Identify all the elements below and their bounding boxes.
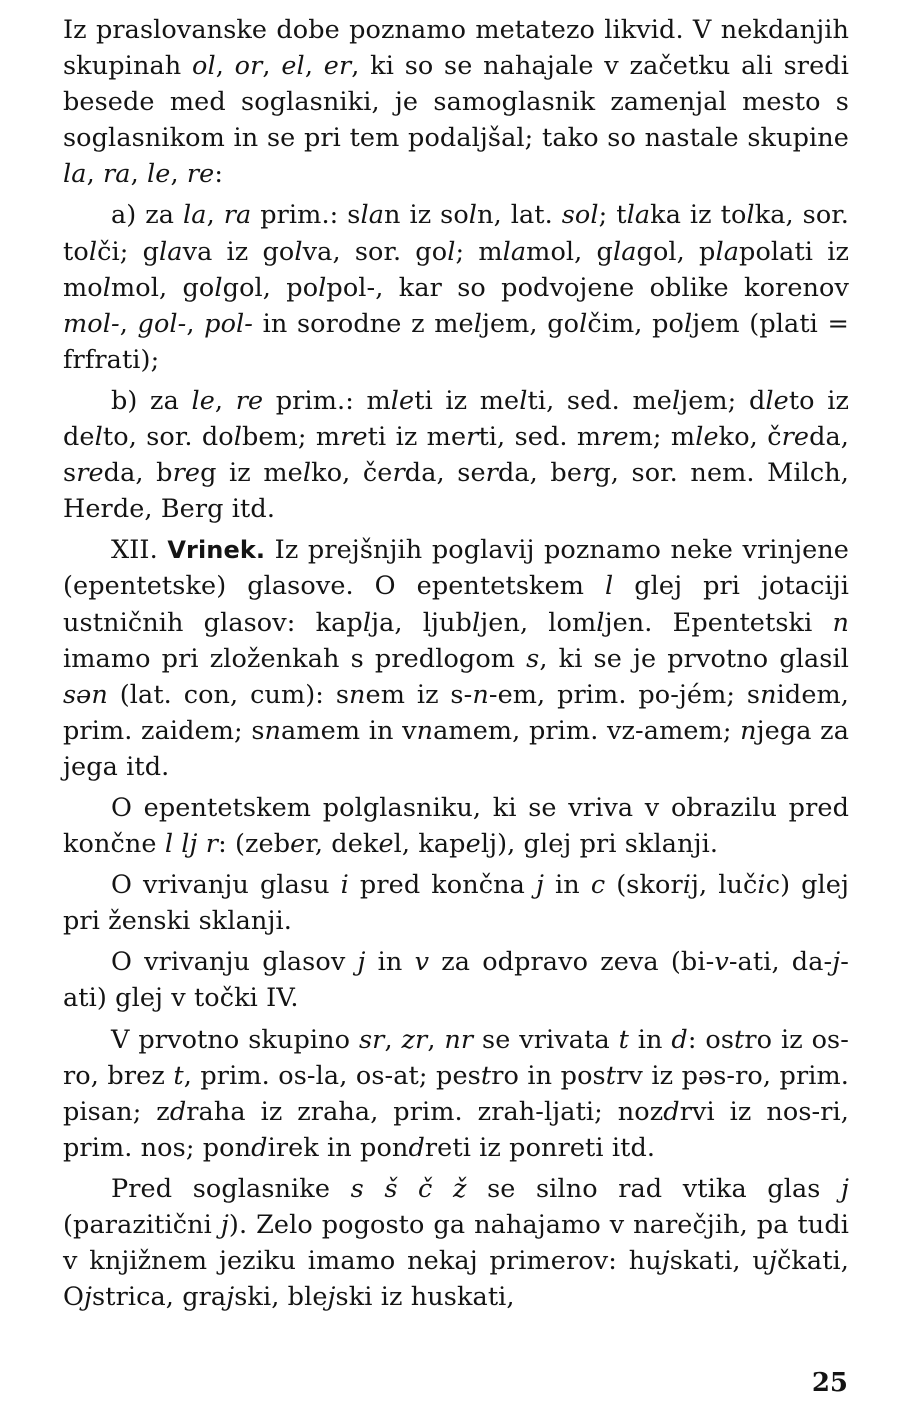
paragraph-8: V prvotno skupino sr, zr, nr se vrivata t in d: ostro iz os-ro, brez t, prim. os-la, os-at; pestro in postrv iz pəs-ro, prim. pisan; zdraha iz zraha, prim. zrah-ljati; nozdrvi iz nos-ri, prim. nos; pondirek in pondreti iz ponreti itd. bbox=[63, 1024, 849, 1163]
paragraph-2: a) za la, ra prim.: slan iz soln, lat. sol; tlaka iz tolka, sor. tolči; glava iz golva, sor. gol; mlamol, glagol, plapolati iz molmol, golgol, polpol-, kar so podvojene oblike korenov mol-, gol-, pol- in sorodne z meljem, golčim, poljem (plati = frfrati); bbox=[63, 200, 850, 375]
paragraph-7: O vrivanju glasov j in v za odpravo zeva (bi-v-ati, da-j-ati) glej v točki IV. bbox=[63, 947, 849, 1014]
paragraph-1: Iz praslovanske dobe poznamo metatezo likvid. V nekdanjih skupinah ol, or, el, er, ki so se nahajale v začetku ali sredi besede med soglasniki, je samoglasnik zamenjal mesto s soglasnikom in se pri tem podaljšal; tako so nastale skupine la, ra, le, re: bbox=[63, 15, 849, 190]
paragraph-3: b) za le, re prim.: mleti iz melti, sed. meljem; dleto iz delto, sor. dolbem; mreti iz merti, sed. mrem; mleko, čreda, sreda, breg iz melko, čerda, serda, berg, sor. nem. Milch, Herde, Berg itd. bbox=[63, 385, 850, 525]
paragraph-5: O epentetskem polglasniku, ki se vriva v obrazilu pred končne l lj r: (zeber, dekel, kapelj), glej pri sklanji. bbox=[63, 792, 849, 860]
page-body bbox=[63, 12, 849, 1320]
paragraph-4: XII. Vrinek. Iz prejšnjih poglavij poznamo neke vrinjene (epentetske) glasove. O epentetskem l glej pri jotaciji ustničnih glasov: kaplja, ljubljen, lomljen. Epentetski n imamo pri zloženkah s predlogom s, ki se je prvotno glasil sən (lat. con, cum): snem iz s-n-em, prim. po-jém; snidem, prim. zaidem; snamem in vnamem, prim. vz-amem; njega za jega itd. bbox=[63, 535, 849, 782]
paragraph-9: Pred soglasnike s š č ž se silno rad vtika glas j (parazitični j). Zelo pogosto ga nahajamo v narečjih, pa tudi v knjižnem jeziku imamo nekaj primerov: hujskati, ujčkati, Ojstrica, grajski, blejski iz huskati, bbox=[63, 1173, 850, 1313]
paragraph-6: O vrivanju glasu i pred končna j in c (skorij, lučic) glej pri ženski sklanji. bbox=[63, 870, 850, 937]
page-number: 25 bbox=[811, 1368, 848, 1398]
